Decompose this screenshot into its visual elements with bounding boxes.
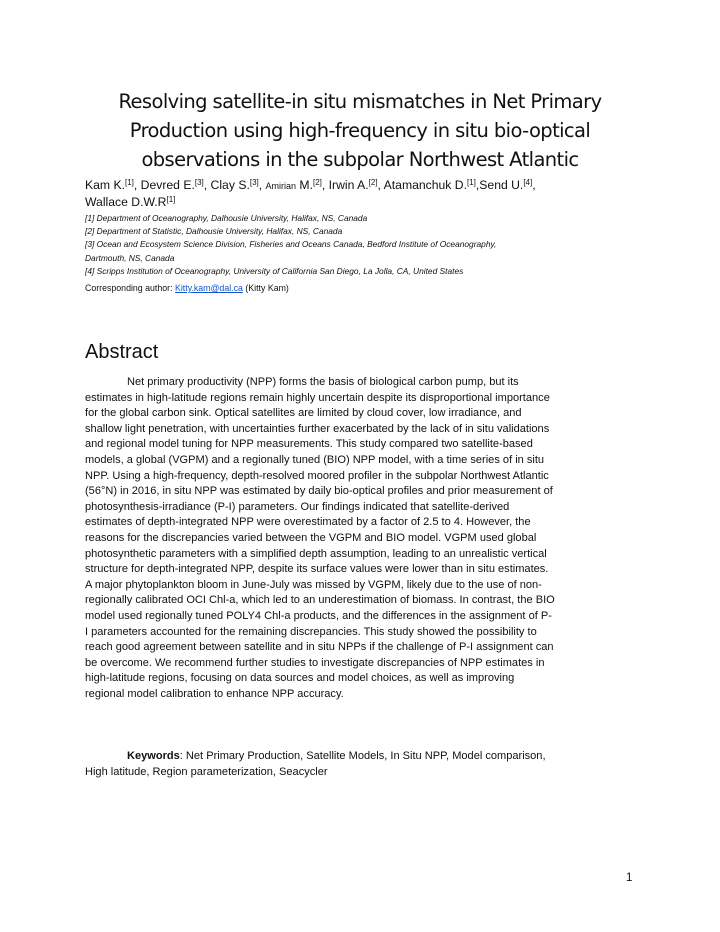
author-name: Clay S. xyxy=(210,178,250,192)
abstract-line: shallow light penetration, with uncertainties further exacerbated by the lack of in situ validations xyxy=(85,422,550,435)
abstract-line: models, a global (VGPM) and a regionally tuned (BIO) NPP model, with a time series of in situ xyxy=(85,453,545,466)
abstract-line: regional model calibration to enhance NPP accuracy. xyxy=(85,687,344,700)
title-line: observations in the subpolar Northwest Atlantic xyxy=(141,148,579,171)
author-name: Amirian xyxy=(265,181,297,191)
author-list xyxy=(85,177,645,210)
abstract-line: regionally calibrated OCI Chl-a, which led to an underestimation of biomass. In contrast, the BIO xyxy=(85,594,555,607)
corresponding-email-link[interactable]: Kitty.kam@dal.ca xyxy=(174,283,243,293)
abstract-line: model used regionally tuned POLY4 Chl-a products, and the differences in the assignment of P- xyxy=(85,609,552,622)
abstract-line: structure for depth-integrated NPP, despite its surface values were lower than in situ estimates. xyxy=(85,563,549,576)
affiliation-line: [3] Ocean and Ecosystem Science Division, Fisheries and Oceans Canada, Bedford Institute of Oceanography, xyxy=(85,239,497,250)
title-line: Production using high-frequency in situ bio-optical xyxy=(129,119,591,142)
keywords-line xyxy=(85,748,641,764)
author-separator: , xyxy=(532,178,536,192)
author-name: Atamanchuk D. xyxy=(383,178,467,192)
keywords-line: High latitude, Region parameterization, Seacycler xyxy=(85,766,328,778)
author-separator: , xyxy=(321,178,329,192)
author-affiliation-mark: [1] xyxy=(166,195,176,204)
abstract-body xyxy=(85,375,641,702)
author-separator: , xyxy=(258,178,266,192)
abstract-line: (56°N) in 2016, in situ NPP was estimated by daily bio-optical profiles and prior measurement of xyxy=(85,485,553,498)
author-affiliation-mark: [1] xyxy=(466,178,476,187)
abstract-line: estimates of depth-integrated NPP were overestimated by a factor of 2.5 to 4. However, the xyxy=(85,516,531,529)
author-affiliation-mark: [2] xyxy=(368,178,378,187)
abstract-line: NPP. Using a high-frequency, depth-resolved moored profiler in the subpolar Northwest Atlantic xyxy=(85,469,549,482)
author-separator: , xyxy=(133,178,141,192)
author-name: Kam K. xyxy=(85,178,125,192)
author-separator: , xyxy=(475,178,480,192)
author-initial: M. xyxy=(296,178,313,192)
affiliation-line: Dartmouth, NS, Canada xyxy=(85,252,175,263)
author-name: Devred E. xyxy=(140,178,195,192)
abstract-line: and regional model tuning for NPP measurements. This study compared two satellite-based xyxy=(85,438,533,451)
author-name: Wallace D.W.R xyxy=(85,195,167,209)
abstract-line: Net primary productivity (NPP) forms the basis of biological carbon pump, but its xyxy=(127,376,519,388)
abstract-line: estimates in high-latitude regions remain highly uncertain despite its disproportional importance xyxy=(85,391,550,404)
page-number: 1 xyxy=(626,872,633,884)
author-name: Send U. xyxy=(479,178,524,192)
corresponding-name: (Kitty Kam) xyxy=(242,283,289,293)
abstract-line: photosynthesis-irradiance (P-I) parameters. Our findings indicated that satellite-derived xyxy=(85,500,510,513)
abstract-line: reasons for the discrepancies varied between the VGPM and BIO model. VGPM used global xyxy=(85,531,537,544)
author-affiliation-mark: [1] xyxy=(124,178,134,187)
author-affiliation-mark: [3] xyxy=(194,178,204,187)
paper-title xyxy=(60,87,660,174)
abstract-line: be overcome. We recommend further studies to investigate discrepancies of NPP estimates in xyxy=(85,656,545,669)
abstract-line: high-latitude regions, focusing on data sources and model choices, as well as improving xyxy=(85,672,515,685)
abstract-line: reach good agreement between satellite and in situ NPPs if the challenge of P-I assignment can xyxy=(85,641,554,654)
author-separator: , xyxy=(203,178,211,192)
author-separator: , xyxy=(377,178,384,192)
abstract-line: for the global carbon sink. Optical satellites are limited by cloud cover, low irradiance, and xyxy=(85,407,522,420)
abstract-line: photosynthetic parameters with a simplified depth assumption, leading to an unrealistic vertical xyxy=(85,547,547,560)
abstract-heading: Abstract xyxy=(85,341,159,363)
title-line: Resolving satellite-in situ mismatches in Net Primary xyxy=(118,90,602,113)
affiliation-list xyxy=(85,212,645,278)
author-name: Irwin A. xyxy=(328,178,369,192)
abstract-line: I parameters accounted for the remaining discrepancies. This study showed the possibility to xyxy=(85,625,537,638)
author-affiliation-mark: [3] xyxy=(249,178,259,187)
author-affiliation-mark: [2] xyxy=(312,178,322,187)
corresponding-label: Corresponding author: xyxy=(85,283,175,293)
corresponding-author xyxy=(85,282,289,295)
abstract-line: A major phytoplankton bloom in June-July was missed by VGPM, likely due to the use of non- xyxy=(85,578,542,591)
affiliation-line: [1] Department of Oceanography, Dalhousie University, Halifax, NS, Canada xyxy=(85,213,368,223)
keywords-label: Keywords xyxy=(127,750,180,762)
keywords-section xyxy=(85,748,641,780)
affiliation-line: [2] Department of Statistic, Dalhousie University, Halifax, NS, Canada xyxy=(85,226,343,237)
author-affiliation-mark: [4] xyxy=(523,178,533,187)
affiliation-line: [4] Scripps Institution of Oceanography, University of California San Diego, La Jolla, CA, United States xyxy=(85,265,464,276)
keywords-text: : Net Primary Production, Satellite Models, In Situ NPP, Model comparison, xyxy=(179,750,546,762)
